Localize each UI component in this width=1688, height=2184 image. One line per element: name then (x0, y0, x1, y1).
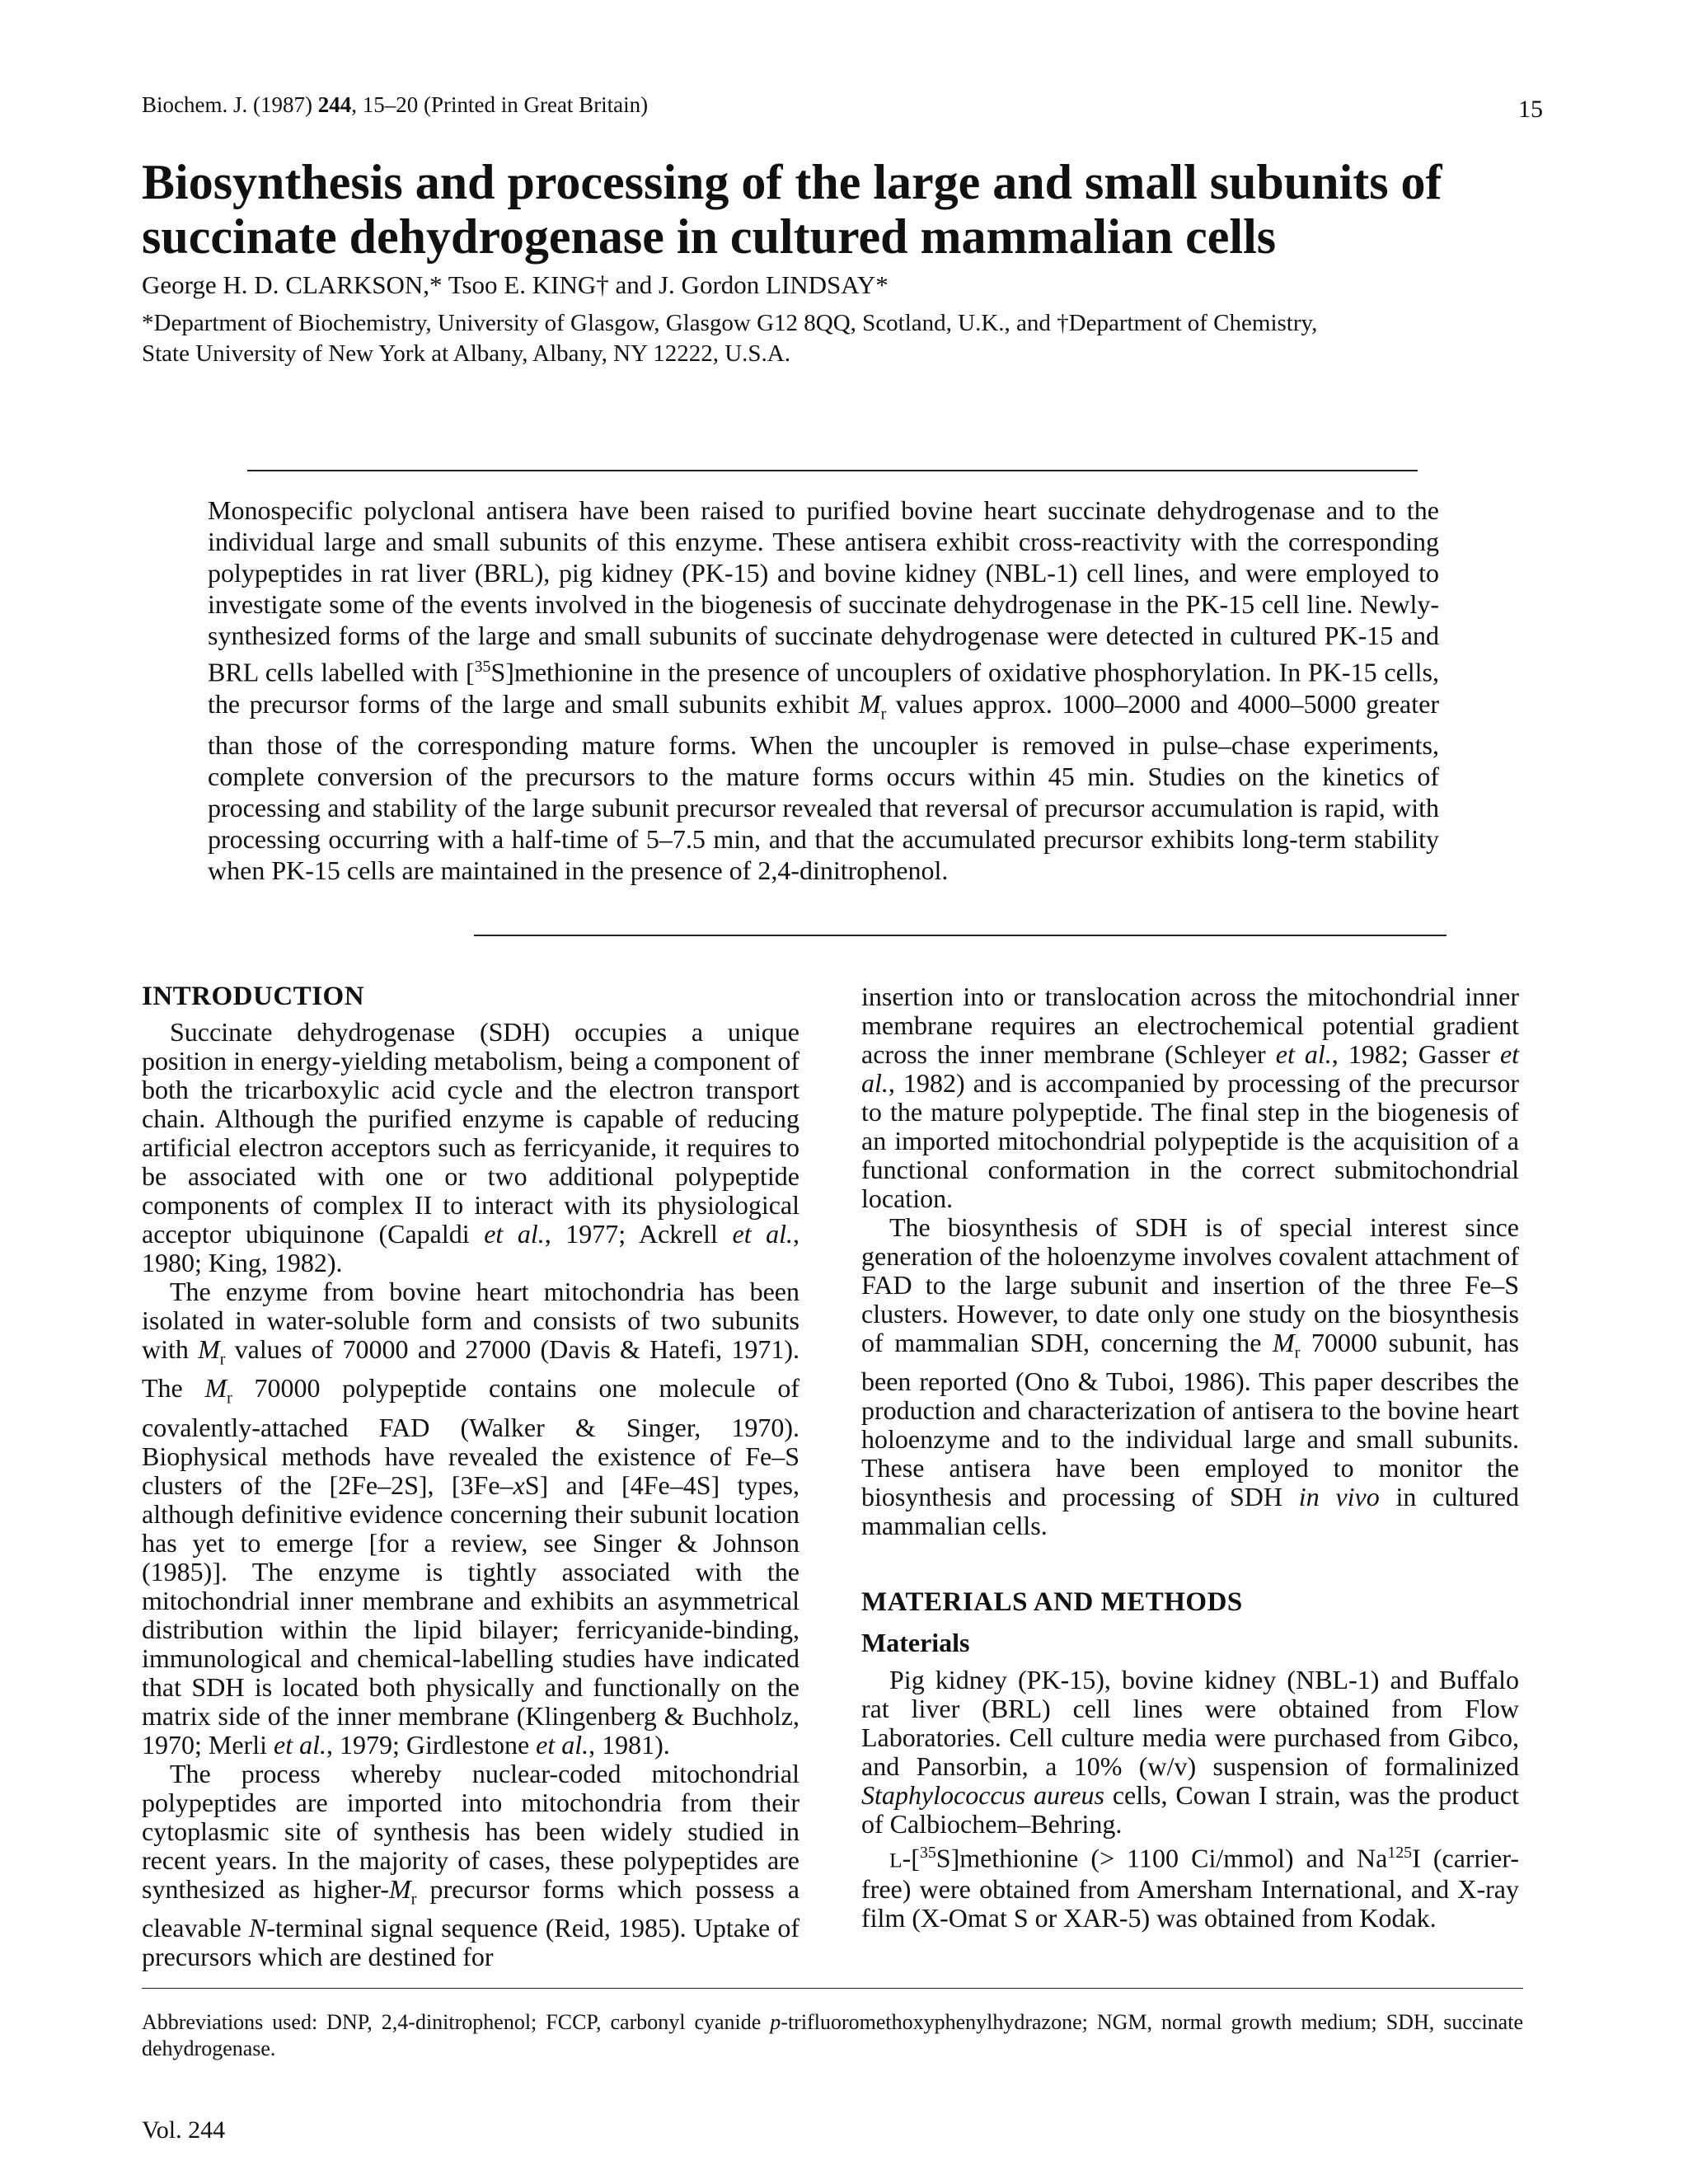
author-clarkson: George H. D. CLARKSON,* (142, 270, 443, 299)
author-king: Tsoo E. KING† (442, 270, 609, 299)
subsection-heading-materials: Materials (861, 1628, 970, 1658)
intro-paragraph-4: The biosynthesis of SDH is of special interest since generation of the holoenzyme involves covalent attachment of FAD to the large subunit and insertion of the three Fe–S clusters. However, to date only one study on the biosynthesis of mammalian SDH, concerning the $M_r$ 70000 subunit, has been reported (Ono & Tuboi, 1986). This paper describes the production and characterization of antisera to the bovine heart holoenzyme and to the individual large and small subunits. These antisera have been employed to monitor the biosynthesis and processing of SDH in vivo in cultured mammalian cells. (861, 1212, 1520, 1541)
abstract-bottom-rule (474, 935, 1447, 936)
title-line-1: Biosynthesis and processing of the large and small subunits of (142, 155, 1442, 209)
volume-footer: Vol. 244 (142, 2116, 226, 2144)
title-line-2: succinate dehydrogenase in cultured mammalian cells (142, 209, 1277, 264)
abstract-text: Monospecific polyclonal antisera have been raised to purified bovine heart succinate dehydrogenase and to the individual large and small subunits of this enzyme. These antisera exhibit cross-reactivity with the corresponding polypeptides in rat liver (BRL), pig kidney (PK-15) and bovine kidney (NBL-1) cell lines, and were employed to investigate some of the events involved in the biogenesis of succinate dehydrogenase in the PK-15 cell line. Newly-synthesized forms of the large and small subunits of succinate dehydrogenase were detected in cultured PK-15 and BRL cells labelled with [$^{35}$S]methionine in the presence of uncouplers of oxidative phosphorylation. In PK-15 cells, the precursor forms of the large and small subunits exhibit $M_r$ values approx. 1000–2000 and 4000–5000 greater than those of the corresponding mature forms. When the uncoupler is removed in pulse–chase experiments, complete conversion of the precursors to the mature forms occurs within 45 min. Studies on the kinetics of processing and stability of the large subunit precursor revealed that reversal of precursor accumulation is rapid, with processing occurring with a half-time of 5–7.5 min, and that the accumulated precursor exhibits long-term stability when PK-15 cells are maintained in the presence of 2,4-dinitrophenol. (208, 495, 1440, 886)
abstract (208, 494, 1439, 886)
author-list (142, 270, 1559, 300)
abbreviations-footnote: Abbreviations used: DNP, 2,4-dinitrophenol; FCCP, carbonyl cyanide p-trifluoromethoxyphenylhydrazone; NGM, normal growth medium; SDH, succinate dehydrogenase. (142, 2010, 1523, 2060)
author-lindsay: and J. Gordon LINDSAY* (608, 270, 889, 299)
affiliation-line-1: *Department of Biochemistry, University of Glasgow, Glasgow G12 8QQ, Scotland, U.K., and †Department of Chemistry, (142, 310, 1318, 336)
materials-paragraph-2: L-[$^{35}$S]methionine (> 1100 Ci/mmol) and Na$^{125}$I (carrier-free) were obtained from Amersham International, and X-ray film (X-Omat S or XAR-5) was obtained from Kodak. (861, 1844, 1520, 1933)
left-column (142, 982, 799, 1971)
materials-paragraph-1: Pig kidney (PK-15), bovine kidney (NBL-1) and Buffalo rat liver (BRL) cell lines were obtained from Flow Laboratories. Cell culture media were purchased from Gibco, and Pansorbin, a 10% (w/v) suspension of formalinized Staphylococcus aureus cells, Cowan I strain, was the product of Calbiochem–Behring. (861, 1665, 1520, 1840)
section-heading-introduction: INTRODUCTION (142, 982, 365, 1011)
footnote-rule (142, 1988, 1523, 1989)
intro-paragraph-3-continued: insertion into or translocation across the mitochondrial inner membrane requires an electrochemical potential gradient across the inner membrane (Schleyer et al., 1982; Gasser et al., 1982) and is accompanied by processing of the precursor to the mature polypeptide. The final step in the biogenesis of an imported mitochondrial polypeptide is the acquisition of a functional conformation in the correct submitochondrial location. (861, 982, 1520, 1213)
running-header (142, 92, 1543, 123)
intro-paragraph-1: Succinate dehydrogenase (SDH) occupies a unique position in energy-yielding metabolism, being a component of both the tricarboxylic acid cycle and the electron transport chain. Although the purified enzyme is capable of reducing artificial electron acceptors such as ferricyanide, it requires to be associated with one or two additional polypeptide components of complex II to interact with its physiological acceptor ubiquinone (Capaldi et al., 1977; Ackrell et al., 1980; King, 1982). (142, 1017, 800, 1277)
intro-paragraph-3: The process whereby nuclear-coded mitochondrial polypeptides are imported into mitochondria from their cytoplasmic site of synthesis has been widely studied in recent years. In the majority of cases, these polypeptides are synthesized as higher-$M_r$ precursor forms which possess a cleavable N-terminal signal sequence (Reid, 1985). Uptake of precursors which are destined for (142, 1758, 800, 1972)
journal-citation: Biochem. J. (1987) 244, 15–20 (Printed in Great Britain) (142, 92, 649, 117)
intro-paragraph-2: The enzyme from bovine heart mitochondria has been isolated in water-soluble form and consists of two subunits with $M_r$ values of 70000 and 27000 (Davis & Hatefi, 1971). The $M_r$ 70000 polypeptide contains one molecule of covalently-attached FAD (Walker & Singer, 1970). Biophysical methods have revealed the existence of Fe–S clusters of the [2Fe–2S], [3Fe–xS] and [4Fe–4S] types, although definitive evidence concerning their subunit location has yet to emerge [for a review, see Singer & Johnson (1985)]. The enzyme is tightly associated with the mitochondrial inner membrane and exhibits an asymmetrical distribution within the lipid bilayer; ferricyanide-binding, immunological and chemical-labelling studies have indicated that SDH is located both physically and functionally on the matrix side of the inner membrane (Klingenberg & Buchholz, 1970; Merli et al., 1979; Girdlestone et al., 1981). (142, 1277, 800, 1760)
page-number: 15 (1518, 96, 1543, 123)
affiliation-line-2: State University of New York at Albany, Albany, NY 12222, U.S.A. (142, 340, 790, 367)
affiliations (142, 308, 1559, 369)
abstract-top-rule (247, 470, 1418, 471)
article-title (142, 155, 1592, 264)
right-column (861, 982, 1519, 1933)
section-heading-materials-methods: MATERIALS AND METHODS (861, 1587, 1243, 1618)
